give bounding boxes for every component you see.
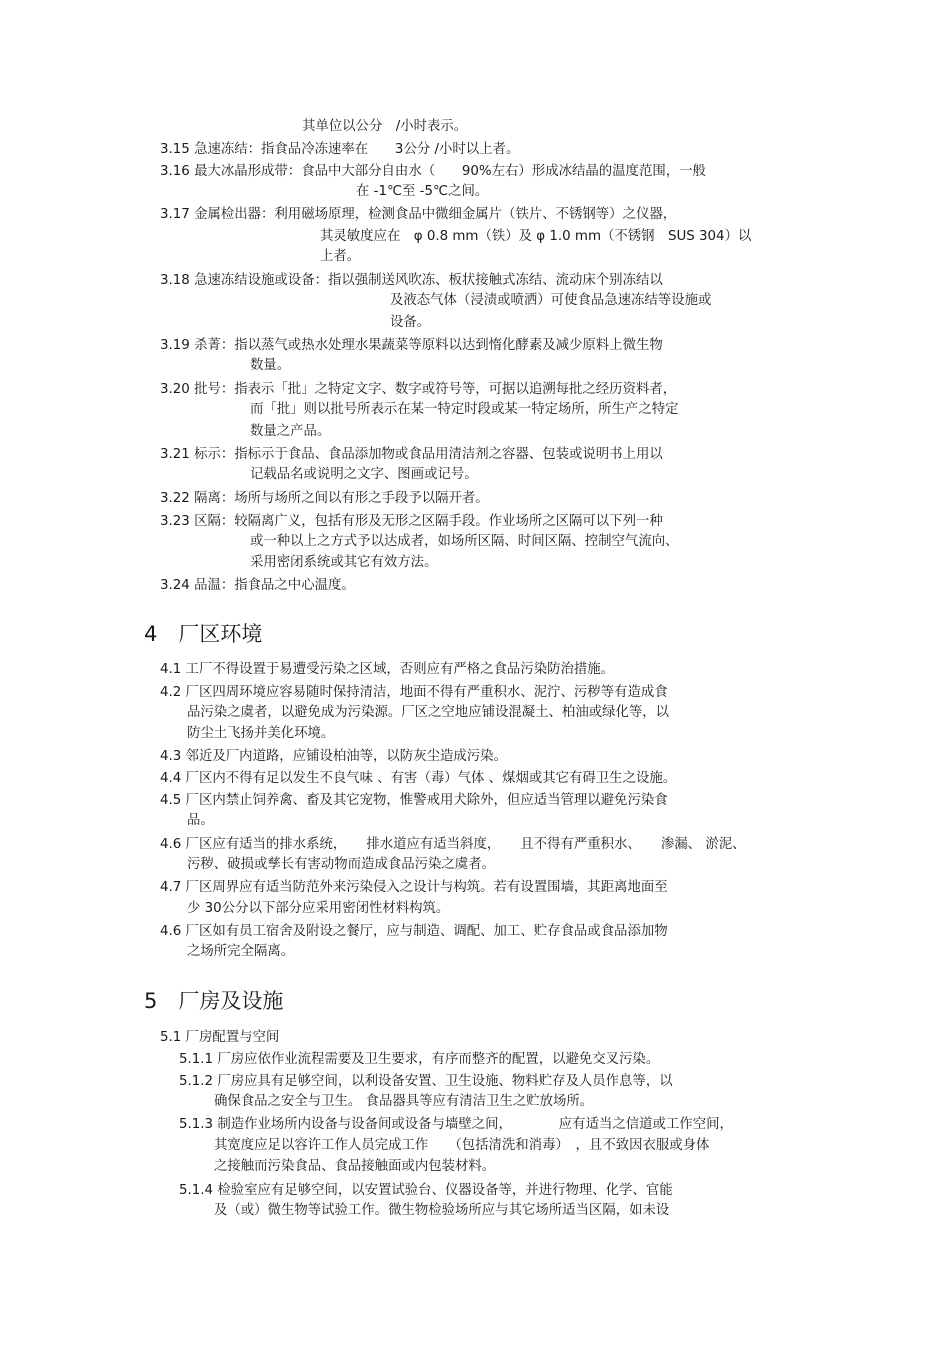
text-line: 少 30公分以下部分应采用密闭性材料构筑。 — [187, 901, 450, 916]
text-line: 5.1 厂房配置与空间 — [160, 1030, 280, 1045]
text-line: 4.1 工厂不得设置于易遭受污染之区域，否则应有严格之食品污染防治措施。 — [160, 662, 615, 677]
text-line: 污秽、破损或孳长有害动物而造成食品污染之虞者。 — [187, 857, 495, 872]
text-line: 在 -1℃至 -5℃之间。 — [356, 184, 489, 199]
text-line: 3.19 杀菁：指以蒸气或热水处理水果蔬菜等原料以达到惰化酵素及减少原料上微生物 — [160, 338, 663, 353]
text-line: 上者。 — [320, 249, 361, 264]
text-line: 其宽度应足以容许工作人员完成工作 （包括清洗和消毒） ，且不致因衣服或身体 — [214, 1138, 710, 1153]
text-line: 4.4 厂区内不得有足以发生不良气味 、有害（毒）气体 、煤烟或其它有碍卫生之设施。 — [160, 771, 677, 786]
text-line: 确保食品之安全与卫生。 食品器具等应有清洁卫生之贮放场所。 — [214, 1094, 594, 1109]
text-line: 其单位以公分 /小时表示。 — [302, 119, 468, 134]
text-line: 或一种以上之方式予以达成者，如场所区隔、时间区隔、控制空气流向、 — [250, 534, 679, 549]
text-line: 4.5 厂区内禁止饲养禽、畜及其它宠物，惟警戒用犬除外，但应适当管理以避免污染食 — [160, 793, 668, 808]
text-line: 3.20 批号：指表示「批」之特定文字、数字或符号等，可据以追溯每批之经历资料者， — [160, 382, 677, 397]
section-heading: 5 厂房及设施 — [144, 989, 284, 1013]
text-line: 4.6 厂区应有适当的排水系统， 排水道应有适当斜度， 且不得有严重积水、 渗漏、 淤泥、 — [160, 837, 746, 852]
text-line: 5.1.2 厂房应具有足够空间，以利设备安置、卫生设施、物料贮存及人员作息等，以 — [179, 1074, 673, 1089]
text-line: 3.16 最大冰晶形成带：食品中大部分自由水（ 90%左右）形成冰结晶的温度范围，一般 — [160, 164, 706, 179]
text-line: 设备。 — [390, 315, 431, 330]
text-line: 其灵敏度应在 φ 0.8 mm（铁）及 φ 1.0 mm（不锈钢 SUS 304）以 — [320, 229, 752, 244]
text-line: 4.3 邻近及厂内道路，应铺设柏油等，以防灰尘造成污染。 — [160, 749, 507, 764]
text-line: 及液态气体（浸渍或喷洒）可使食品急速冻结等设施或 — [390, 293, 712, 308]
text-line: 4.2 厂区四周环境应容易随时保持清洁，地面不得有严重积水、泥泞、污秽等有造成食 — [160, 685, 668, 700]
text-line: 3.24 品温：指食品之中心温度。 — [160, 578, 355, 593]
text-line: 3.17 金属检出器：利用磁场原理，检测食品中微细金属片（铁片、不锈钢等）之仪器， — [160, 207, 677, 222]
text-line: 防尘土飞扬并美化环境。 — [187, 726, 335, 741]
text-line: 数量。 — [250, 358, 291, 373]
text-line: 及（或）微生物等试验工作。微生物检验场所应与其它场所适当区隔，如未设 — [214, 1203, 670, 1218]
text-line: 3.18 急速冻结设施或设备：指以强制送风吹冻、板状接触式冻结、流动床个别冻结以 — [160, 273, 663, 288]
text-line: 数量之产品。 — [250, 424, 331, 439]
text-line: 4.7 厂区周界应有适当防范外来污染侵入之设计与构筑。若有设置围墙，其距离地面至 — [160, 880, 668, 895]
text-line: 3.21 标示：指标示于食品、食品添加物或食品用清洁剂之容器、包装或说明书上用以 — [160, 447, 663, 462]
text-line: 记载品名或说明之文字、图画或记号。 — [250, 467, 478, 482]
text-line: 4.6 厂区如有员工宿舍及附设之餐厅，应与制造、调配、加工、贮存食品或食品添加物 — [160, 924, 668, 939]
text-line: 而「批」则以批号所表示在某一特定时段或某一特定场所，所生产之特定 — [250, 402, 679, 417]
text-line: 3.22 隔离：场所与场所之间以有形之手段予以隔开者。 — [160, 491, 489, 506]
text-line: 5.1.3 制造作业场所内设备与设备间或设备与墙壁之间， 应有适当之信道或工作空间， — [179, 1117, 733, 1132]
text-line: 采用密闭系统或其它有效方法。 — [250, 555, 438, 570]
text-line: 品。 — [187, 813, 214, 828]
text-line: 3.15 急速冻结：指食品冷冻速率在 3公分 /小时以上者。 — [160, 142, 520, 157]
text-line: 5.1.1 厂房应依作业流程需要及卫生要求，有序而整齐的配置，以避免交叉污染。 — [179, 1052, 660, 1067]
text-line: 5.1.4 检验室应有足够空间，以安置试验台、仪器设备等，并进行物理、化学、官能 — [179, 1183, 673, 1198]
text-line: 之场所完全隔离。 — [187, 944, 295, 959]
section-heading: 4 厂区环境 — [144, 622, 263, 646]
text-line: 品污染之虞者，以避免成为污染源。厂区之空地应铺设混凝土、柏油或绿化等，以 — [187, 705, 670, 720]
text-line: 之接触而污染食品、食品接触面或内包装材料。 — [214, 1159, 496, 1174]
text-line: 3.23 区隔：较隔离广义，包括有形及无形之区隔手段。作业场所之区隔可以下列一种 — [160, 514, 663, 529]
